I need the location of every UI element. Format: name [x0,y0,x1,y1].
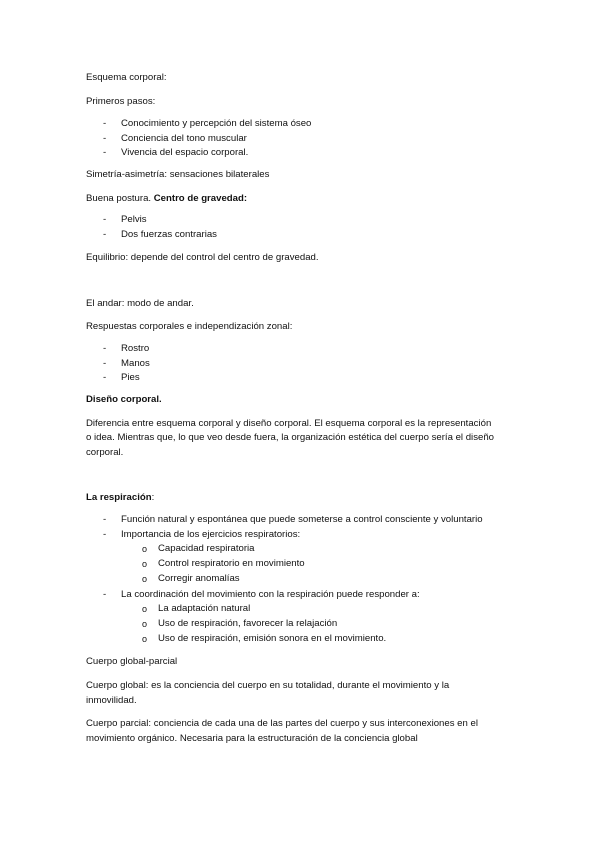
bullet-dash: - [103,118,107,129]
primeros-pasos-label: Primeros pasos: [86,96,156,107]
respiracion-heading [86,492,154,504]
bullet-dash: - [103,529,107,540]
simetria-line: Simetría-asimetría: sensaciones bilaterales [86,169,270,180]
sub-bullet: o [142,634,148,644]
sub-list-item: Uso de respiración, emisión sonora en el movimiento. [158,633,387,644]
sub-list-item: Control respiratorio en movimiento [158,558,305,569]
sub-bullet: o [142,559,148,569]
sub-bullet: o [142,619,148,629]
diseno-corporal-heading [86,394,162,406]
bullet-dash: - [103,229,107,240]
bullet-dash: - [103,589,107,600]
cuerpo-global-line: Cuerpo global: es la conciencia del cuerpo en su totalidad, durante el movimiento y la [86,680,450,691]
cuerpo-parcial-line: movimiento orgánico. Necesaria para la estructuración de la conciencia global [86,733,418,744]
respiracion-colon: : [151,492,155,503]
diseno-corporal-bold: Diseño corporal. [86,394,162,405]
sub-bullet: o [142,544,148,554]
list-item: Rostro [121,343,150,354]
bullet-dash: - [103,372,107,383]
sub-list-item: Capacidad respiratoria [158,543,255,554]
postura-prefix: Buena postura. [86,193,154,204]
bullet-dash: - [103,358,107,369]
list-item: Importancia de los ejercicios respiratorios: [121,529,301,540]
list-item: Pelvis [121,214,147,225]
sub-bullet: o [142,604,148,614]
sub-list-item: Uso de respiración, favorecer la relajación [158,618,338,629]
list-item: Dos fuerzas contrarias [121,229,217,240]
bullet-dash: - [103,214,107,225]
andar-line: El andar: modo de andar. [86,298,194,309]
cuerpo-global-line: inmovilidad. [86,695,137,706]
bullet-dash: - [103,343,107,354]
cuerpo-global-parcial-heading: Cuerpo global-parcial [86,656,178,667]
equilibrio-line: Equilibrio: depende del control del centro de gravedad. [86,252,319,263]
diseno-para-line: corporal. [86,447,124,458]
bullet-dash: - [103,514,107,525]
respiracion-bold: La respiración [86,492,152,503]
list-item: Función natural y espontánea que puede someterse a control consciente y voluntario [121,514,483,525]
list-item: Pies [121,372,140,383]
postura-line [86,193,247,205]
list-item: Conciencia del tono muscular [121,133,247,144]
list-item: Manos [121,358,150,369]
cuerpo-parcial-line: Cuerpo parcial: conciencia de cada una de las partes del cuerpo y sus interconexiones en el [86,718,478,729]
respuestas-line: Respuestas corporales e independización zonal: [86,321,293,332]
sub-bullet: o [142,574,148,584]
bullet-dash: - [103,147,107,158]
diseno-para-line: Diferencia entre esquema corporal y diseño corporal. El esquema corporal es la representación [86,418,492,429]
sub-list-item: Corregir anomalías [158,573,240,584]
diseno-para-line: o idea. Mientras que, lo que veo desde fuera, la organización estética del cuerpo sería el diseño [86,432,494,443]
list-item: La coordinación del movimiento con la respiración puede responder a: [121,589,420,600]
centro-gravedad-bold: Centro de gravedad: [153,193,248,204]
list-item: Conocimiento y percepción del sistema óseo [121,118,312,129]
bullet-dash: - [103,133,107,144]
esquema-corporal-heading: Esquema corporal: [86,72,167,83]
sub-list-item: La adaptación natural [158,603,251,614]
list-item: Vivencia del espacio corporal. [121,147,249,158]
